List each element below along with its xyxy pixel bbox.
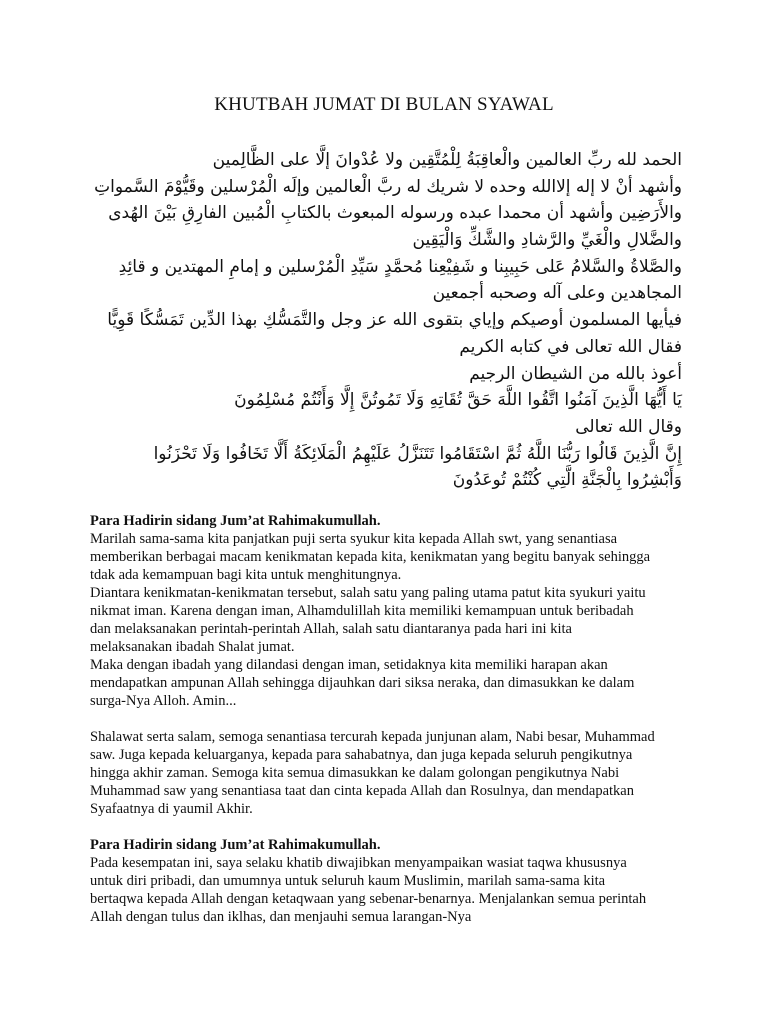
document-title: KHUTBAH JUMAT DI BULAN SYAWAL <box>214 94 554 115</box>
paragraph-line <box>90 530 686 548</box>
indonesian-sermon-block <box>90 512 686 926</box>
paragraph-line <box>90 782 686 800</box>
line-text: surga-Nya Alloh. Amin... <box>90 693 237 709</box>
arabic-line-7 <box>78 307 682 334</box>
line-text: nikmat iman. Karena dengan iman, Alhamdulillah kita memiliki kemampuan untuk beribadah <box>90 603 634 619</box>
paragraph-line <box>90 620 686 638</box>
arabic-line-5 <box>78 254 682 281</box>
line-text: melaksanakan ibadah Shalat jumat. <box>90 639 295 655</box>
line-text: Pada kesempatan ini, saya selaku khatib diwajibkan menyampaikan wasiat taqwa khususnya <box>90 855 627 871</box>
line-text: mendapatkan ampunan Allah sehingga dijauhkan dari siksa neraka, dan dimasukkan ke dalam <box>90 675 635 691</box>
line-text: tdak ada kemampuan bagi kita untuk menghitungnya. <box>90 567 402 583</box>
paragraph-line <box>90 890 686 908</box>
arabic-text: أعوذ بالله من الشيطان الرجيم <box>469 363 682 384</box>
heading-text: Para Hadirin sidang Jum’at Rahimakumullah. <box>90 513 381 529</box>
line-text: Maka dengan ibadah yang dilandasi dengan iman, setidaknya kita memiliki harapan akan <box>90 657 608 673</box>
line-text: Shalawat serta salam, semoga senantiasa tercurah kepada junjunan alam, Nabi besar, Muhammad <box>90 729 655 745</box>
arabic-line-4 <box>78 227 682 254</box>
line-text: Muhammad saw yang senantiasa taat dan cinta kepada Allah dan Rosulnya, dan mendapatkan <box>90 783 634 799</box>
line-text: Diantara kenikmatan-kenikmatan tersebut, salah satu yang paling utama patut kita syukuri yaitu <box>90 585 646 601</box>
paragraph-line <box>90 602 686 620</box>
paragraph-line <box>90 728 686 746</box>
arabic-text: المجاهدين وعلى آله وصحبه أجمعين <box>432 283 682 304</box>
arabic-line-1 <box>78 147 682 174</box>
paragraph-line <box>90 566 686 584</box>
paragraph-line <box>90 854 686 872</box>
paragraph-2 <box>90 728 686 818</box>
arabic-text: والضَّلالِ والْغَيِّ والرَّشادِ والشَّكِّ وَالْيَقِين <box>412 230 682 251</box>
arabic-line-3 <box>78 200 682 227</box>
paragraph-line <box>90 548 686 566</box>
paragraph-line <box>90 638 686 656</box>
heading-text: Para Hadirin sidang Jum’at Rahimakumullah. <box>90 837 381 853</box>
blank-line <box>90 818 686 836</box>
line-text: bertaqwa kepada Allah dengan ketaqwaan yang sebenar-benarnya. Menjalankan semua perintah <box>90 891 647 907</box>
line-text: dan melaksanakan perintah-perintah Allah, salah satu diantaranya pada hari ini kita <box>90 621 572 637</box>
paragraph-1 <box>90 530 686 710</box>
line-text: Marilah sama-sama kita panjatkan puji serta syukur kita kepada Allah swt, yang senantiasa <box>90 531 618 547</box>
arabic-line-12 <box>78 441 682 468</box>
arabic-line-10 <box>78 387 682 414</box>
arabic-line-2 <box>78 174 682 201</box>
line-text: saw. Juga kepada keluarganya, kepada para sahabatnya, dan juga kepada seluruh pengikutnya <box>90 747 633 763</box>
paragraph-line <box>90 584 686 602</box>
arabic-line-13 <box>78 467 682 494</box>
line-text: untuk diri pribadi, dan umumnya untuk seluruh kaum Muslimin, marilah sama-sama kita <box>90 873 606 889</box>
quran-verse-text: إِنَّ الَّذِينَ قَالُوا رَبُّنَا اللَّهُ ثُمَّ اسْتَقَامُوا تَتَنَزَّلُ عَلَيْهِمُ الْمَلَائِكَةُ أَلَّا تَخَافُوا وَلَا تَحْزَنُوا <box>153 443 682 464</box>
paragraph-3 <box>90 854 686 926</box>
paragraph-line <box>90 746 686 764</box>
arabic-line-6 <box>78 280 682 307</box>
paragraph-line <box>90 674 686 692</box>
arabic-text: الحمد لله ربِّ العالمين والْعاقِبَةُ لِلْمُتَّقِين ولا عُدْوانَ إلَّا على الظَّالِمين <box>212 150 682 170</box>
line-text: hingga akhir zaman. Semoga kita semua dimasukkan ke dalam golongan pengikutnya Nabi <box>90 765 620 781</box>
arabic-text: وقال الله تعالى <box>575 416 682 437</box>
blank-line <box>90 710 686 728</box>
line-text: Syafaatnya di yaumil Akhir. <box>90 801 253 817</box>
paragraph-line <box>90 908 686 926</box>
paragraph-line <box>90 872 686 890</box>
arabic-line-8 <box>78 334 682 361</box>
paragraph-line <box>90 692 686 710</box>
arabic-text: فيأيها المسلمون أوصيكم وإياي بتقوى الله عز وجل والتَّمَسُّكِ بهذا الدِّين تَمَسُّكًا قَوِيًّا <box>107 310 682 331</box>
line-text: memberikan berbagai macam kenikmatan kepada kita, kenikmatan yang begitu banyak sehingga <box>90 549 651 565</box>
arabic-line-11 <box>78 414 682 441</box>
line-text: Allah dengan tulus dan iklhas, dan menjauhi semua larangan-Nya <box>90 909 472 925</box>
paragraph-line <box>90 764 686 782</box>
arabic-line-9 <box>78 361 682 388</box>
section-heading-2 <box>90 836 686 854</box>
arabic-text: وأشهد أنْ لا إله إلاالله وحده لا شريك له ربَّ الْعالمين وإلَه الْمُرْسلين وقَيُّوْمَ السَّمواتِ <box>94 176 682 197</box>
paragraph-line <box>90 800 686 818</box>
paragraph-line <box>90 656 686 674</box>
arabic-text: والأَرَضِين وأشهد أن محمدا عبده ورسوله المبعوث بالكتابِ الْمُبين الفارِقِ بَيْنَ الهُدى <box>108 203 682 224</box>
arabic-text: والصَّلاةُ والسَّلامُ عَلى حَبِيبِنا و شَفِيْعِنا مُحمَّدٍ سَيِّدِ الْمُرْسلين و إمامِ المهتدين و قائِدِ <box>118 256 682 277</box>
quran-verse-text: وَأَبْشِرُوا بِالْجَنَّةِ الَّتِي كُنْتُمْ تُوعَدُونَ <box>452 470 682 491</box>
arabic-opening-block <box>78 147 682 494</box>
arabic-text: فقال الله تعالى في كتابه الكريم <box>459 336 682 357</box>
quran-verse-text: يَا أَيُّهَا الَّذِينَ آمَنُوا اتَّقُوا اللَّهَ حَقَّ تُقَاتِهِ وَلَا تَمُوتُنَّ إِلَّا وَأَنْتُمْ مُسْلِمُونَ <box>234 390 682 411</box>
section-heading-1 <box>90 512 686 530</box>
